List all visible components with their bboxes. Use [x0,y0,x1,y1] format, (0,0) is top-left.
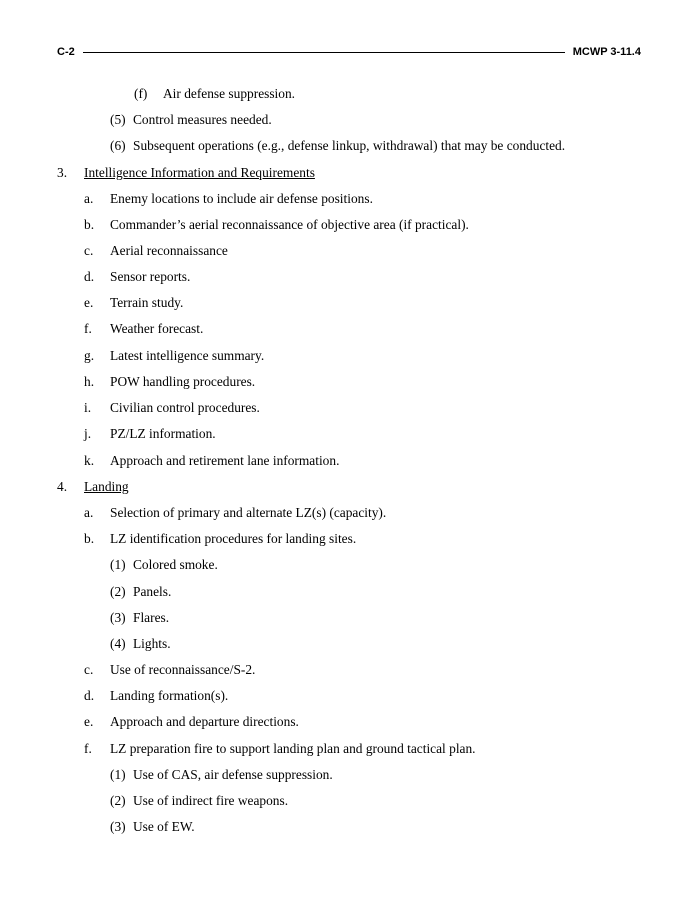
item-label: h. [84,374,95,389]
item-label: i. [84,400,92,415]
item-text: PZ/LZ information. [110,426,216,441]
item-label: b. [84,217,95,232]
item-text: LZ identification procedures for landing sites. [110,531,357,546]
section-number: 3. [57,165,68,180]
publication-id: MCWP 3-11.4 [572,46,641,58]
item-label: f. [84,741,92,756]
item-label: k. [84,453,95,468]
item-text: Air defense suppression. [163,86,296,101]
item-label: (1) [110,557,126,572]
page-number: C-2 [57,46,75,58]
item-text: POW handling procedures. [110,374,256,389]
item-label: (3) [110,610,126,625]
item-text: Subsequent operations (e.g., defense linkup, withdrawal) that may be conducted. [133,138,566,153]
item-label: g. [84,348,95,363]
item-label: e. [84,714,94,729]
item-label: (2) [110,584,126,599]
item-label: (4) [110,636,126,651]
item-text: Panels. [133,584,172,599]
page-header [57,44,641,60]
item-text: Selection of primary and alternate LZ(s) (capacity). [110,505,387,520]
item-label: f. [84,321,92,336]
item-text: Civilian control procedures. [110,400,260,415]
item-label: (5) [110,112,126,127]
item-text: Terrain study. [110,295,184,310]
item-text: Sensor reports. [110,269,191,284]
item-label: (3) [110,819,126,834]
item-text: Flares. [133,610,170,625]
item-text: Aerial reconnaissance [110,243,228,258]
section-heading: Intelligence Information and Requirements [84,165,315,180]
item-label: e. [84,295,94,310]
item-label: (f) [134,86,148,101]
item-text: Approach and retirement lane information. [110,453,340,468]
item-text: Landing formation(s). [110,688,229,703]
item-text: Commander’s aerial reconnaissance of objective area (if practical). [110,217,469,232]
item-text: Use of reconnaissance/S-2. [110,662,256,677]
item-text: Control measures needed. [133,112,272,127]
item-label: c. [84,243,94,258]
item-label: (1) [110,767,126,782]
section-number: 4. [57,479,68,494]
item-text: Lights. [133,636,171,651]
item-label: (2) [110,793,126,808]
item-text: Approach and departure directions. [110,714,299,729]
item-label: c. [84,662,94,677]
item-text: Enemy locations to include air defense positions. [110,191,373,206]
item-text: Weather forecast. [110,321,204,336]
item-text: Latest intelligence summary. [110,348,265,363]
item-label: b. [84,531,95,546]
item-label: (6) [110,138,126,153]
item-label: a. [84,191,94,206]
item-text: Use of EW. [133,819,195,834]
item-label: a. [84,505,94,520]
item-text: Use of indirect fire weapons. [133,793,289,808]
header-rule [83,52,565,53]
item-text: LZ preparation fire to support landing plan and ground tactical plan. [110,741,476,756]
item-text: Colored smoke. [133,557,218,572]
section-heading: Landing [84,479,129,494]
item-label: j. [84,426,92,441]
item-label: d. [84,269,95,284]
item-text: Use of CAS, air defense suppression. [133,767,333,782]
item-label: d. [84,688,95,703]
